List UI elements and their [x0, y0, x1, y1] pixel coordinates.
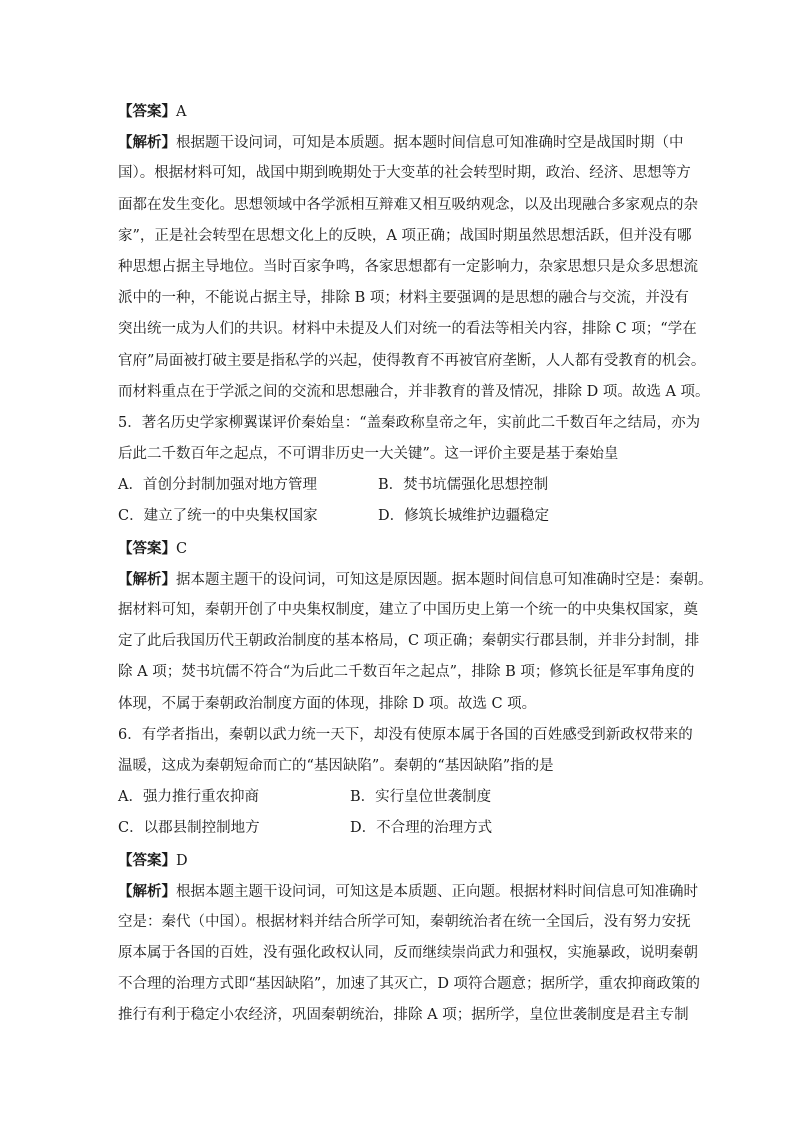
analysis-text: 根据本题主题干设问词，可知这是本质题、正向题。根据材料时间信息可知准确时	[176, 883, 698, 900]
option-b: B．实行皇位世袭制度	[350, 789, 492, 806]
analysis-line: 定了此后我国历代王朝政治制度的基本格局，C 项正确；秦朝实行郡县制，并非分封制，排	[118, 633, 700, 650]
analysis-line: 推行有利于稳定小农经济，巩固秦朝统治，排除 A 项；据所学，皇位世袭制度是君主专制	[118, 1007, 689, 1024]
options-row	[118, 501, 682, 532]
answer-value: A	[176, 104, 187, 120]
analysis-line: 而材料重点在于学派之间的交流和思想融合，并非教育的普及情况，排除 D 项。故选 A 项。	[118, 383, 710, 400]
option-c: C．建立了统一的中央集权国家	[118, 508, 318, 525]
answer-value: C	[176, 540, 188, 557]
answer-value: D	[176, 852, 188, 869]
analysis-line: 除 A 项；焚书坑儒不符合“为后此二千数百年之起点”，排除 B 项；修筑长征是军事角度的	[118, 664, 695, 681]
analysis-line: 突出统一成为人们的共识。材料中未提及人们对统一的看法等相关内容，排除 C 项；“学在	[118, 321, 697, 338]
answer-line-q4	[118, 96, 682, 127]
analysis-tag: 【解析】	[118, 134, 176, 152]
options-row	[118, 813, 682, 844]
option-a: A．强力推行重农抑商	[118, 789, 259, 806]
document-page	[118, 96, 713, 1032]
analysis-tag: 【解析】	[118, 570, 176, 588]
analysis-line: 种思想占据主导地位。当时百家争鸣，各家思想都有一定影响力，杂家思想只是众多思想流	[118, 258, 698, 275]
options-row	[118, 782, 682, 813]
question-stem: 温暖，这成为秦朝短命而亡的“基因缺陷”。秦朝的“基因缺陷”指的是	[118, 757, 554, 774]
analysis-text: 根据题干设问词，可知是本质题。据本题时间信息可知准确时空是战国时期（中	[176, 135, 684, 152]
answer-tag: 【答案】	[118, 103, 176, 120]
answer-tag: 【答案】	[118, 851, 176, 869]
option-b: B．焚书坑儒强化思想控制	[378, 477, 549, 494]
option-c: C．以郡县制控制地方	[118, 820, 260, 837]
analysis-line: 面都在发生变化。思想领域中各学派相互辩难又相互吸纳观念，以及出现融合多家观点的杂	[118, 196, 698, 213]
analysis-tag: 【解析】	[118, 882, 176, 900]
analysis-line: 官府”局面被打破主要是指私学的兴起，使得教育不再被官府垄断，人人都有受教育的机会。	[118, 352, 706, 369]
analysis-line: 体现，不属于秦朝政治制度方面的体现，排除 D 项。故选 C 项。	[118, 695, 537, 712]
question-stem: 6．有学者指出，秦朝以武力统一天下，却没有使原本属于各国的百姓感受到新政权带来的	[118, 726, 693, 743]
analysis-line	[118, 876, 698, 907]
analysis-line	[118, 127, 682, 158]
analysis-line: 据材料可知，秦朝开创了中央集权制度，建立了中国历史上第一个统一的中央集权国家，奠	[118, 602, 698, 618]
option-d: D．不合理的治理方式	[350, 820, 493, 837]
option-a: A．首创分封制加强对地方管理	[118, 477, 317, 494]
analysis-line	[118, 564, 713, 595]
analysis-line: 国）。根据材料可知，战国中期到晚期处于大变革的社会转型时期，政治、经济、思想等方	[118, 165, 691, 182]
question-stem: 5．著名历史学家柳翼谋评价秦始皇：“盖秦政称皇帝之年，实前此二千数百年之结局，亦为	[118, 414, 701, 431]
answer-line-q6	[118, 845, 682, 876]
analysis-line: 家”，正是社会转型在思想文化上的反映，A 项正确；战国时期虽然思想活跃，但并没有哪	[118, 227, 692, 244]
analysis-line: 空是：秦代（中国）。根据材料并结合所学可知，秦朝统治者在统一全国后，没有努力安抚	[118, 913, 691, 930]
analysis-line: 原本属于各国的百姓，没有强化政权认同，反而继续崇尚武力和强权，实施暴政，说明秦朝	[118, 945, 698, 962]
analysis-line: 派中的一种，不能说占据主导，排除 B 项；材料主要强调的是思想的融合与交流，并没有	[118, 290, 689, 307]
analysis-line: 不合理的治理方式即“基因缺陷”，加速了其灭亡，D 项符合题意；据所学，重农抑商政策的	[118, 976, 701, 993]
analysis-text: 据本题主题干的设问词，可知这是原因题。据本题时间信息可知准确时空是：秦朝。	[176, 571, 713, 588]
option-d: D．修筑长城维护边疆稳定	[378, 508, 550, 525]
answer-tag: 【答案】	[118, 539, 176, 557]
options-row	[118, 470, 682, 501]
question-stem: 后此二千数百年之起点，不可谓非历史一大关键”。这一评价主要是基于秦始皇	[118, 446, 619, 463]
answer-line-q5	[118, 533, 682, 564]
